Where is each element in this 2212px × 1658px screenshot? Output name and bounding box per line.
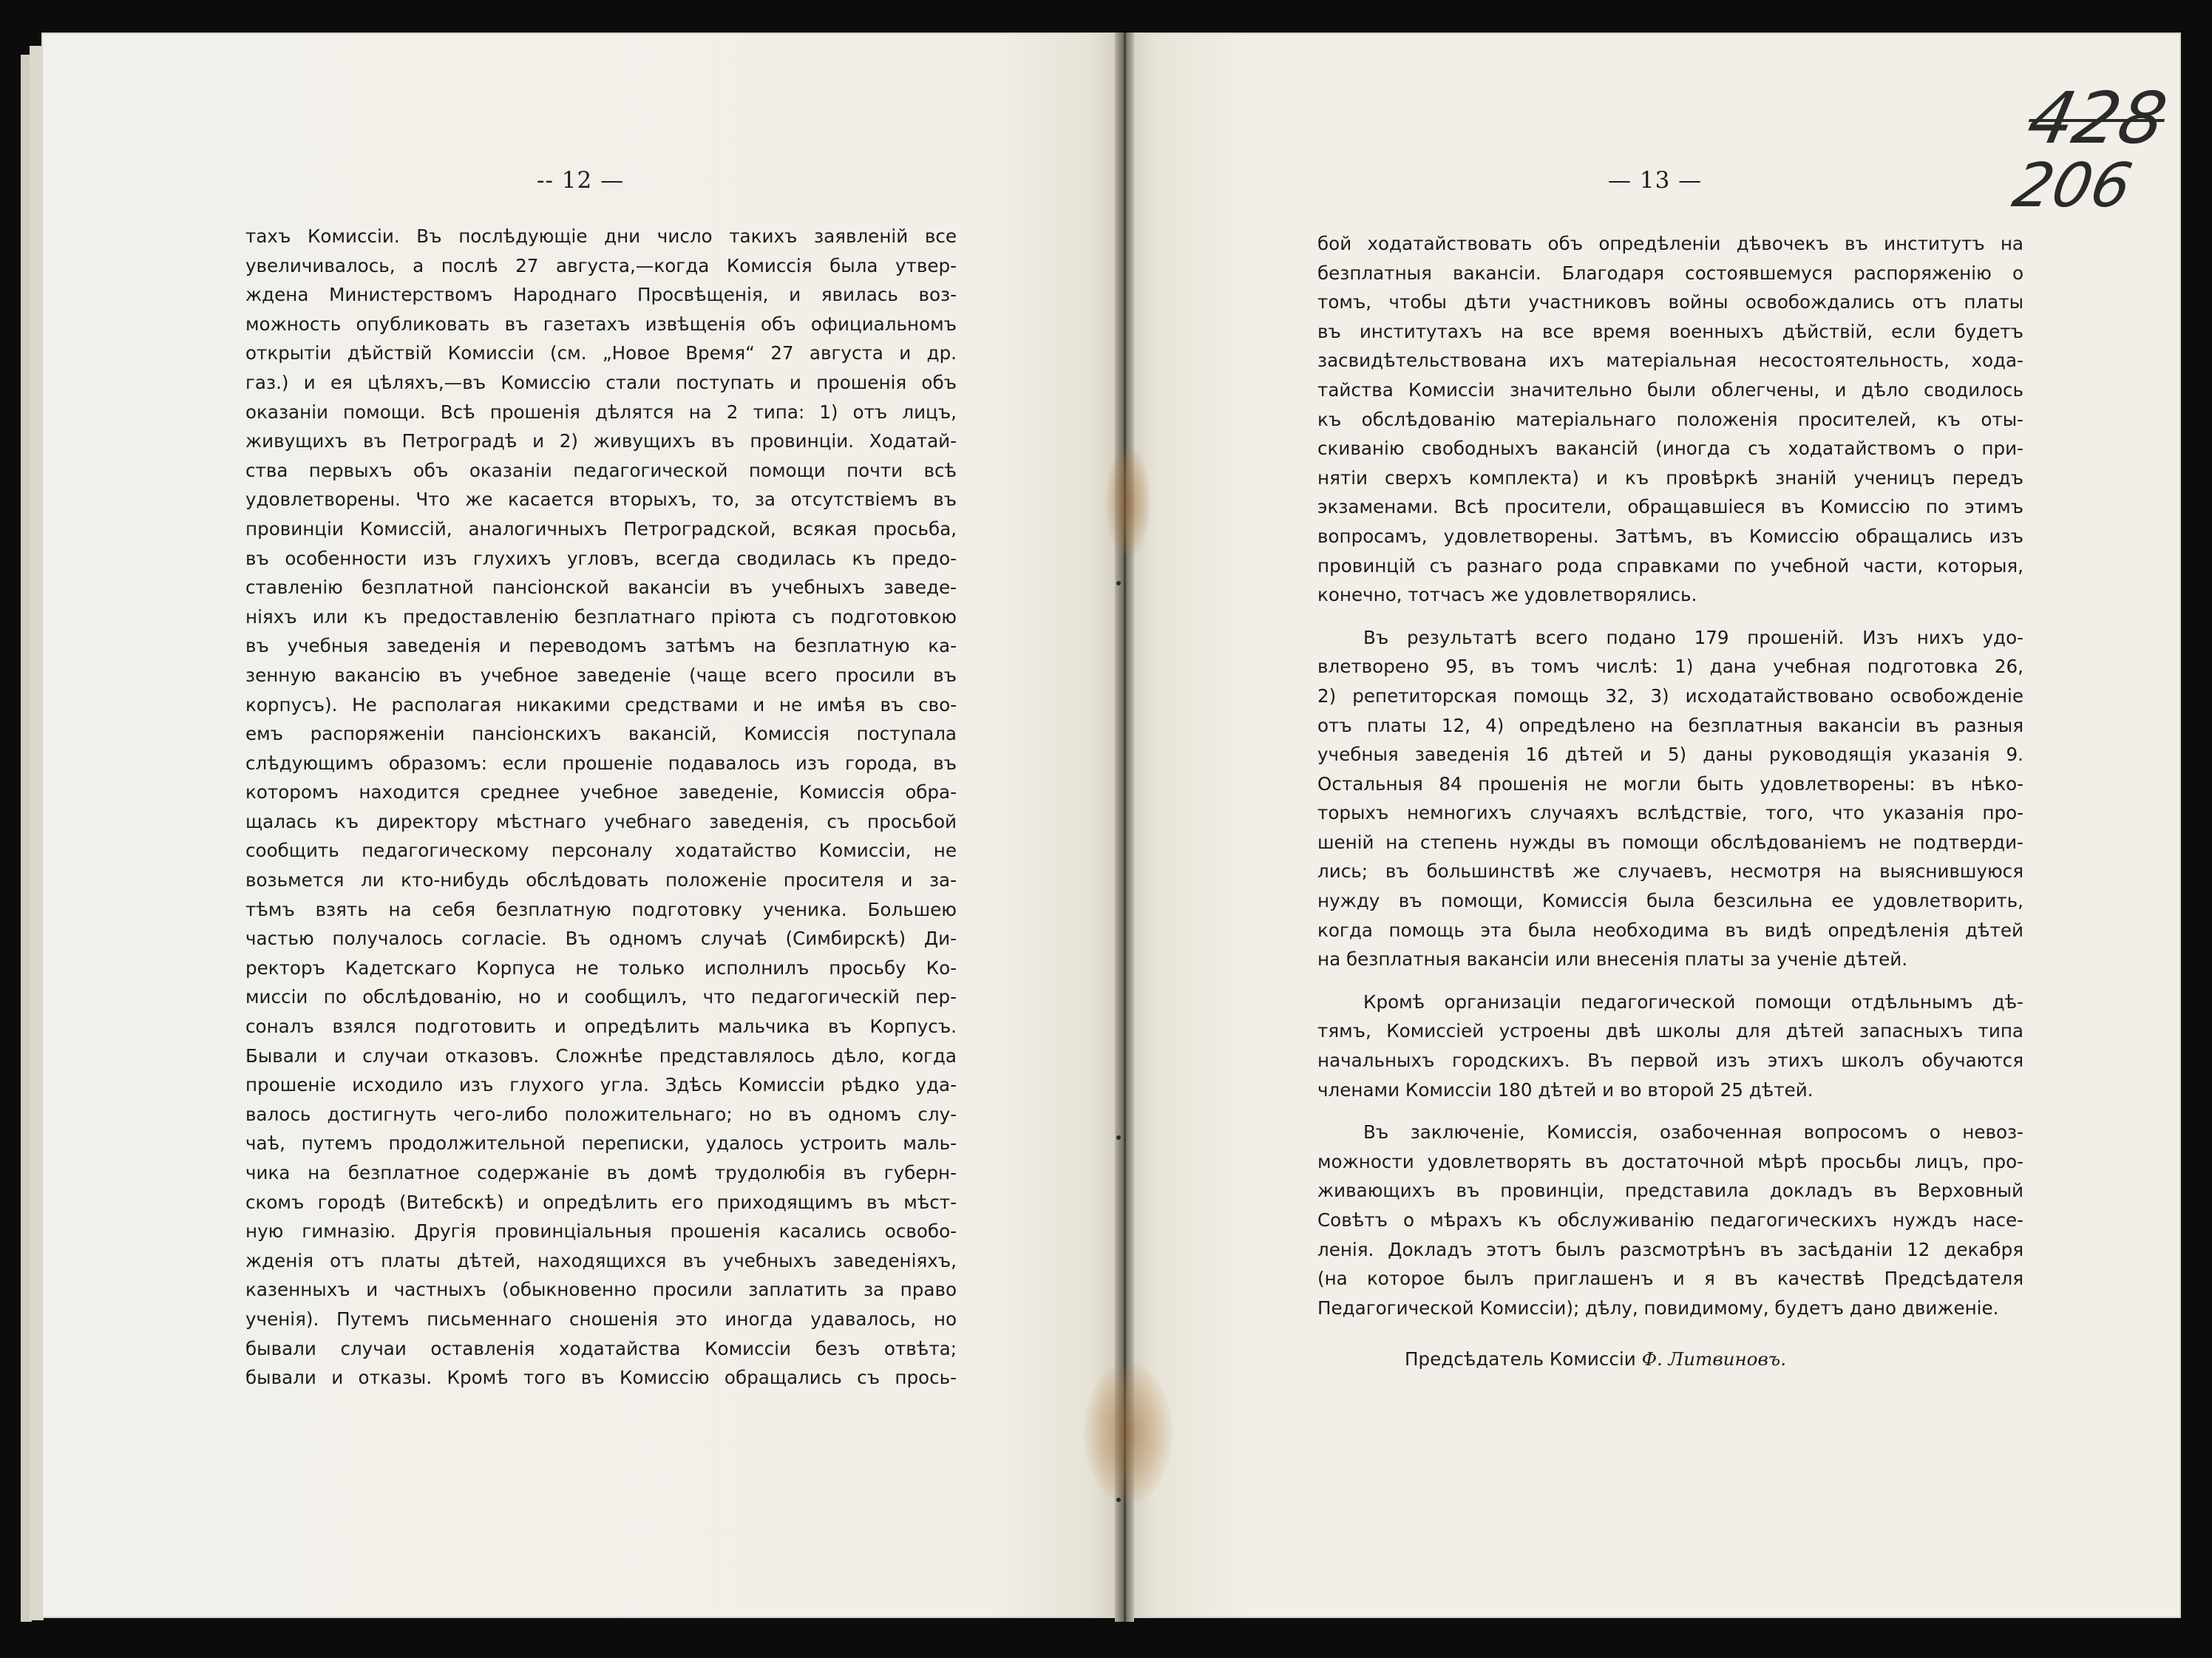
text-line: которомъ находится среднее учебное заведеніе, Комиссія обра- — [245, 781, 957, 803]
text-line: чика на безплатное содержаніе въ домѣ трудолюбія въ губерн- — [245, 1162, 957, 1183]
text-line: томъ, чтобы дѣти участниковъ войны освобождались отъ платы — [1317, 291, 2023, 313]
text-line: живущихъ въ Петроградѣ и 2) живущихъ въ провинціи. Ходатай- — [245, 430, 957, 452]
text-line: учебныя заведенія 16 дѣтей и 5) даны руководящія указанія 9. — [1317, 744, 2023, 766]
paragraph-gap — [1317, 1104, 2023, 1118]
page-number: — 13 — — [1608, 167, 1703, 194]
text-line: можности удовлетворять въ достаточной мѣрѣ просьбы лицъ, про- — [1317, 1150, 2023, 1172]
text-line: бывали и отказы. Кромѣ того въ Комиссію обращались съ прось- — [245, 1367, 957, 1389]
text-line: тайства Комиссіи значительно были облегчены, и дѣло сводилось — [1317, 378, 2023, 401]
text-line: чаѣ, путемъ продолжительной переписки, удалось устроить маль- — [245, 1132, 957, 1155]
text-line: Въ заключеніе, Комиссія, озабоченная вопросомъ о невоз- — [1363, 1121, 2023, 1144]
text-line: вопросамъ, удовлетворены. Затѣмъ, въ Комиссію обращались изъ — [1317, 525, 2023, 547]
text-line: слѣдующимъ образомъ: если прошеніе подавалось изъ города, въ — [245, 752, 957, 774]
text-line: соналъ взялся подготовить и опредѣлить мальчика въ Корпусъ. — [245, 1016, 957, 1038]
text-line: Остальныя 84 прошенія не могли быть удовлетворены: въ нѣко- — [1317, 772, 2023, 795]
text-line: въ особенности изъ глухихъ угловъ, всегда сводилась къ предо- — [245, 547, 957, 569]
book-spread — [41, 33, 2184, 1629]
text-line: бой ходатайствовать объ опредѣленіи дѣвочекъ въ институтъ на — [1317, 233, 2023, 254]
left-page-text — [245, 222, 957, 1393]
binding-hole — [1116, 1498, 1121, 1502]
text-line: когда помощь эта была необходима въ видѣ опредѣленія дѣтей — [1317, 919, 2023, 941]
text-line: (на которое былъ приглашенъ и я въ качествѣ Предсѣдателя — [1317, 1268, 2023, 1290]
text-line: зенную вакансію въ учебное заведеніе (чаще всего просили въ — [245, 664, 957, 686]
text-line: возьмется ли кто-нибудь обслѣдовать положеніе просителя и за- — [245, 869, 957, 891]
foxing-stain — [1084, 1363, 1173, 1504]
text-line: засвидѣтельствована ихъ матеріальная несостоятельность, хода- — [1317, 350, 2023, 372]
text-line: валось достигнуть чего-либо положительнаго; но въ одномъ слу- — [245, 1103, 957, 1125]
text-line: прошеніе исходило изъ глухого угла. Здѣсь Комиссіи рѣдко уда- — [245, 1074, 957, 1096]
text-line: нужду въ помощи, Комиссія была безсильна ее удовлетворить, — [1317, 890, 2023, 912]
text-line: ученія). Путемъ письменнаго сношенія это иногда удавалось, но — [245, 1308, 957, 1330]
signature-line — [1317, 1345, 2023, 1374]
text-line: членами Комиссіи 180 дѣтей и во второй 25 дѣтей. — [1317, 1078, 1814, 1101]
text-line: провинцій съ разнаго рода справками по учебной части, которыя, — [1317, 554, 2023, 577]
text-line: миссіи по обслѣдованію, но и сообщилъ, что педагогическій пер- — [245, 986, 957, 1008]
text-line: въ учебныя заведенія и переводомъ затѣмъ на безплатную ка- — [245, 635, 957, 657]
text-line: влетворено 95, въ томъ числѣ: 1) дана учебная подготовка 26, — [1317, 656, 2023, 678]
text-line: газ.) и ея цѣляхъ,—въ Комиссію стали поступать и прошенія объ — [245, 371, 957, 393]
page-number: -- 12 — — [537, 167, 625, 194]
right-page — [1124, 33, 2181, 1618]
text-line: ждена Министерствомъ Народнаго Просвѣщенія, и явилась воз- — [245, 284, 957, 306]
text-line: Педагогической Комиссіи); дѣлу, повидимому, будетъ дано движеніе. — [1317, 1297, 1999, 1319]
paragraph-gap — [1317, 974, 2023, 988]
text-line: отъ платы 12, 4) опредѣлено на безплатныя вакансіи въ разныя — [1317, 714, 2023, 736]
text-line: жденія отъ платы дѣтей, находящихся въ учебныхъ заведеніяхъ, — [245, 1249, 957, 1271]
text-line: на безплатныя вакансіи или внесенія платы за ученіе дѣтей. — [1317, 948, 1908, 971]
text-line: удовлетворены. Что же касается вторыхъ, то, за отсутствіемъ въ — [245, 489, 957, 511]
paragraph-gap — [1317, 610, 2023, 623]
text-line: Въ результатѣ всего подано 179 прошеній. Изъ нихъ удо- — [1363, 626, 2023, 648]
text-line: оказаніи помощи. Всѣ прошенія дѣлятся на 2 типа: 1) отъ лицъ, — [245, 401, 957, 423]
text-line: живающихъ въ провинціи, представила докладъ въ Верховный — [1317, 1180, 2023, 1202]
text-line: можность опубликовать въ газетахъ извѣщенія объ официальномъ — [245, 313, 957, 335]
text-line: ленія. Докладъ этотъ былъ разсмотрѣнъ въ засѣданіи 12 декабря — [1317, 1238, 2023, 1260]
text-line: Кромѣ организаціи педагогической помощи отдѣльнымъ дѣ- — [1363, 991, 2023, 1013]
text-line: корпусъ). Не располагая никакими средствами и не имѣя въ сво- — [245, 693, 957, 716]
text-line: 2) репетиторская помощь 32, 3) исходатайствовано освобожденіе — [1317, 684, 2023, 707]
text-line: провинціи Комиссій, аналогичныхъ Петроградской, всякая просьба, — [245, 517, 957, 540]
text-line: открытіи дѣйствій Комиссіи (см. „Новое Время“ 27 августа и др. — [245, 342, 957, 364]
signature-title: Предсѣдатель Комиссіи — [1405, 1348, 1636, 1370]
text-line: скомъ городѣ (Витебскѣ) и опредѣлить его приходящимъ въ мѣст- — [245, 1191, 957, 1213]
binding-hole — [1116, 1135, 1121, 1140]
text-line: ства первыхъ объ оказаніи педагогической помощи почти всѣ — [245, 459, 957, 481]
text-line: ную гимназію. Другія провинціальныя прошенія касались освобо- — [245, 1220, 957, 1243]
text-line: экзаменами. Всѣ просители, обращавшіеся въ Комиссію по этимъ — [1317, 496, 2023, 518]
text-line: частью получалось согласіе. Въ одномъ случаѣ (Симбирскѣ) Ди- — [245, 928, 957, 950]
text-line: Совѣтъ о мѣрахъ къ обслуживанію педагогическихъ нуждъ насе- — [1317, 1209, 2023, 1231]
handwritten-archive-number: 206 — [2006, 151, 2138, 221]
text-line: ніяхъ или къ предоставленію безплатнаго пріюта съ подготовкою — [245, 605, 957, 628]
left-page — [41, 33, 1124, 1618]
text-line: тямъ, Комиссіей устроены двѣ школы для дѣтей запасныхъ типа — [1317, 1020, 2023, 1042]
text-line: нятіи сверхъ комплекта) и къ провѣркѣ знаній ученицъ передъ — [1317, 466, 2023, 489]
text-line: конечно, тотчасъ же удовлетворялись. — [1317, 584, 1697, 606]
text-line: торыхъ немногихъ случаяхъ вслѣдствіе, того, что указанія про- — [1317, 802, 2023, 824]
binding-hole — [1116, 581, 1121, 585]
text-line: емъ распоряженіи пансіонскихъ вакансій, Комиссія поступала — [245, 723, 957, 745]
text-line: безплатныя вакансіи. Благодаря состоявшемуся распоряженію о — [1317, 262, 2023, 284]
text-line: Бывали и случаи отказовъ. Сложнѣе представлялось дѣло, когда — [245, 1044, 957, 1067]
right-page-text — [1317, 229, 2023, 1374]
signature-name: Ф. Литвиновъ. — [1641, 1348, 1787, 1370]
text-line: къ обслѣдованію матеріальнаго положенія просителей, къ оты- — [1317, 408, 2023, 430]
text-line: тахъ Комиссіи. Въ послѣдующіе дни число такихъ заявленій все — [245, 225, 957, 247]
text-line: въ институтахъ на все время военныхъ дѣйствій, если будетъ — [1317, 320, 2023, 342]
foxing-stain — [1106, 446, 1150, 557]
text-line: сообщить педагогическому персоналу ходатайство Комиссіи, не — [245, 840, 957, 862]
text-line: увеличивалось, а послѣ 27 августа,—когда Комиссія была утвер- — [245, 254, 957, 276]
text-line: ставленію безплатной пансіонской вакансіи въ учебныхъ заведе- — [245, 577, 957, 599]
text-line: ректоръ Кадетскаго Корпуса не только исполнилъ просьбу Ко- — [245, 957, 957, 979]
text-line: лись; въ большинствѣ же случаевъ, несмотря на выяснившуюся — [1317, 860, 2023, 883]
text-line: бывали случаи оставленія ходатайства Комиссіи безъ отвѣта; — [245, 1337, 957, 1359]
text-line: казенныхъ и частныхъ (обыкновенно просили заплатить за право — [245, 1279, 957, 1301]
text-line: тѣмъ взять на себя безплатную подготовку ученика. Большею — [245, 898, 957, 920]
text-line: щалась къ директору мѣстнаго учебнаго заведенія, съ просьбой — [245, 810, 957, 832]
text-line: начальныхъ городскихъ. Въ первой изъ этихъ школъ обучаются — [1317, 1050, 2023, 1072]
handwritten-archive-number-crossed: 428 — [2021, 77, 2174, 160]
text-line: шеній на степень нужды въ помощи обслѣдованіемъ не подтверди- — [1317, 831, 2023, 853]
text-line: скиванію свободныхъ вакансій (иногда съ ходатайствомъ о при- — [1317, 438, 2023, 460]
